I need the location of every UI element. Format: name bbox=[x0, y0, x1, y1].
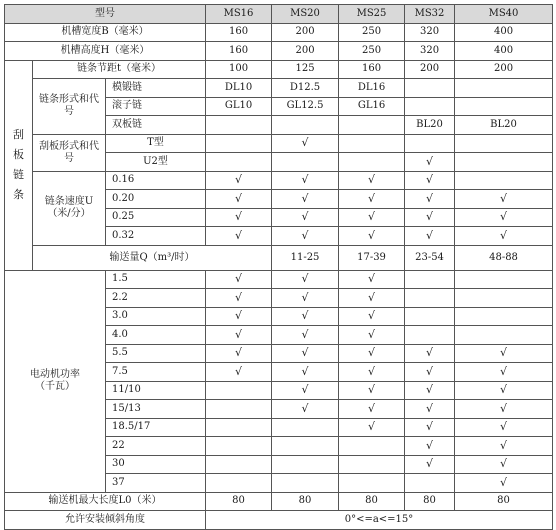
motor-power-value: √ bbox=[272, 344, 339, 363]
motor-power-value: √ bbox=[272, 326, 339, 345]
chain-speed-value: √ bbox=[455, 208, 553, 227]
motor-power-value bbox=[455, 326, 553, 345]
motor-power-value: √ bbox=[405, 418, 455, 437]
chain-speed-value: √ bbox=[272, 171, 339, 190]
scraper-form-value bbox=[455, 153, 553, 172]
chain-form-value: BL20 bbox=[405, 116, 455, 135]
chain-speed-option: 0.16 bbox=[106, 171, 206, 190]
motor-power-value bbox=[405, 326, 455, 345]
motor-power-value: √ bbox=[455, 400, 553, 419]
pitch-value: 125 bbox=[272, 60, 339, 79]
motor-power-option: 2.2 bbox=[106, 289, 206, 308]
scraper-chain-label: 刮 板 链 条 bbox=[5, 60, 33, 270]
scraper-form-value: √ bbox=[272, 134, 339, 153]
chain-speed-value: √ bbox=[339, 227, 405, 246]
motor-power-value: √ bbox=[272, 307, 339, 326]
chain-speed-value: √ bbox=[405, 208, 455, 227]
motor-power-value bbox=[206, 400, 272, 419]
height-row bbox=[5, 42, 553, 61]
chain-form-value bbox=[455, 97, 553, 116]
motor-power-value: √ bbox=[339, 363, 405, 382]
capacity-value: 48-88 bbox=[455, 245, 553, 270]
scraper-form-value bbox=[272, 153, 339, 172]
motor-power-value: √ bbox=[405, 437, 455, 456]
motor-power-value bbox=[455, 289, 553, 308]
chain-form-value bbox=[405, 79, 455, 98]
width-row bbox=[5, 23, 553, 42]
max-length-label: 输送机最大长度L0（米） bbox=[5, 492, 206, 511]
motor-power-value: √ bbox=[339, 344, 405, 363]
capacity-value: 17-39 bbox=[339, 245, 405, 270]
chain-speed-value: √ bbox=[206, 227, 272, 246]
motor-power-value: √ bbox=[455, 455, 553, 474]
chain-type: 双板链 bbox=[106, 116, 206, 135]
motor-power-value bbox=[405, 289, 455, 308]
motor-power-option: 18.5/17 bbox=[106, 418, 206, 437]
chain-speed-value: √ bbox=[455, 190, 553, 209]
motor-power-value bbox=[272, 418, 339, 437]
motor-power-value: √ bbox=[455, 418, 553, 437]
incline-row bbox=[5, 511, 553, 530]
motor-power-value: √ bbox=[339, 289, 405, 308]
chain-form-value bbox=[272, 116, 339, 135]
motor-power-value: √ bbox=[272, 381, 339, 400]
pitch-value: 200 bbox=[405, 60, 455, 79]
header-row bbox=[5, 5, 553, 24]
spec-table bbox=[4, 4, 553, 530]
chain-form-value bbox=[455, 79, 553, 98]
model-header-cell: MS16 bbox=[206, 5, 272, 24]
motor-power-value: √ bbox=[405, 381, 455, 400]
scraper-form-value bbox=[339, 134, 405, 153]
motor-power-option: 30 bbox=[106, 455, 206, 474]
motor-power-value: √ bbox=[206, 363, 272, 382]
scraper-type: U2型 bbox=[106, 153, 206, 172]
pitch-value: 100 bbox=[206, 60, 272, 79]
capacity-label: 输送量Q（m³/时） bbox=[33, 245, 272, 270]
motor-power-value: √ bbox=[339, 381, 405, 400]
chain-form-value: GL10 bbox=[206, 97, 272, 116]
motor-power-value: √ bbox=[272, 270, 339, 289]
chain-speed-row bbox=[5, 171, 553, 190]
motor-power-option: 1.5 bbox=[106, 270, 206, 289]
motor-power-value bbox=[206, 418, 272, 437]
scraper-form-value bbox=[455, 134, 553, 153]
model-header-cell: MS32 bbox=[405, 5, 455, 24]
chain-speed-value: √ bbox=[339, 208, 405, 227]
motor-power-value: √ bbox=[272, 400, 339, 419]
height-label: 机槽高度H（毫米） bbox=[5, 42, 206, 61]
width-value: 320 bbox=[405, 23, 455, 42]
model-header-cell: MS40 bbox=[455, 5, 553, 24]
motor-power-value: √ bbox=[206, 326, 272, 345]
motor-power-value bbox=[405, 270, 455, 289]
motor-power-value bbox=[455, 307, 553, 326]
width-value: 160 bbox=[206, 23, 272, 42]
chain-form-value bbox=[339, 116, 405, 135]
max-length-value: 80 bbox=[272, 492, 339, 511]
pitch-label: 链条节距t（毫米） bbox=[33, 60, 206, 79]
motor-power-value: √ bbox=[206, 344, 272, 363]
motor-power-value bbox=[272, 437, 339, 456]
motor-power-value: √ bbox=[405, 455, 455, 474]
chain-speed-value: √ bbox=[272, 227, 339, 246]
chain-form-value bbox=[206, 116, 272, 135]
chain-speed-value: √ bbox=[455, 227, 553, 246]
motor-power-value bbox=[206, 381, 272, 400]
chain-form-value: D12.5 bbox=[272, 79, 339, 98]
motor-power-option: 3.0 bbox=[106, 307, 206, 326]
chain-form-row bbox=[5, 79, 553, 98]
chain-type: 模锻链 bbox=[106, 79, 206, 98]
chain-form-value bbox=[405, 97, 455, 116]
chain-speed-value bbox=[455, 171, 553, 190]
motor-power-value bbox=[272, 455, 339, 474]
max-length-value: 80 bbox=[339, 492, 405, 511]
motor-power-value: √ bbox=[455, 474, 553, 493]
chain-form-value: DL16 bbox=[339, 79, 405, 98]
model-header-label: 型号 bbox=[5, 5, 206, 24]
chain-speed-label: 链条速度U（米/分） bbox=[33, 171, 106, 245]
max-length-value: 80 bbox=[206, 492, 272, 511]
motor-power-value: √ bbox=[272, 289, 339, 308]
motor-power-value: √ bbox=[455, 437, 553, 456]
scraper-form-value bbox=[339, 153, 405, 172]
height-value: 250 bbox=[339, 42, 405, 61]
motor-power-value bbox=[206, 455, 272, 474]
chain-form-label: 链条形式和代号 bbox=[33, 79, 106, 135]
chain-form-value: BL20 bbox=[455, 116, 553, 135]
motor-power-option: 22 bbox=[106, 437, 206, 456]
pitch-value: 160 bbox=[339, 60, 405, 79]
pitch-row bbox=[5, 60, 553, 79]
height-value: 160 bbox=[206, 42, 272, 61]
motor-power-row bbox=[5, 270, 553, 289]
motor-power-value bbox=[339, 437, 405, 456]
motor-power-value: √ bbox=[272, 363, 339, 382]
width-label: 机槽宽度B（毫米） bbox=[5, 23, 206, 42]
incline-label: 允许安装倾斜角度 bbox=[5, 511, 206, 530]
motor-power-value bbox=[339, 455, 405, 474]
motor-power-label bbox=[5, 270, 106, 492]
chain-speed-value: √ bbox=[272, 208, 339, 227]
incline-value: 0°<=a<=15° bbox=[206, 511, 553, 530]
scraper-type: T型 bbox=[106, 134, 206, 153]
chain-speed-value: √ bbox=[405, 190, 455, 209]
motor-power-option: 4.0 bbox=[106, 326, 206, 345]
chain-speed-option: 0.25 bbox=[106, 208, 206, 227]
capacity-row bbox=[5, 245, 553, 270]
motor-power-option: 15/13 bbox=[106, 400, 206, 419]
chain-type: 滚子链 bbox=[106, 97, 206, 116]
motor-power-value: √ bbox=[339, 270, 405, 289]
motor-power-value: √ bbox=[339, 418, 405, 437]
motor-power-value: √ bbox=[206, 289, 272, 308]
chain-speed-option: 0.20 bbox=[106, 190, 206, 209]
motor-power-option: 7.5 bbox=[106, 363, 206, 382]
motor-power-value: √ bbox=[339, 326, 405, 345]
motor-power-label-line: 电动机功率 bbox=[30, 369, 80, 380]
chain-speed-value: √ bbox=[206, 171, 272, 190]
height-value: 400 bbox=[455, 42, 553, 61]
max-length-row bbox=[5, 492, 553, 511]
motor-power-value: √ bbox=[405, 363, 455, 382]
max-length-value: 80 bbox=[455, 492, 553, 511]
chain-speed-value: √ bbox=[339, 190, 405, 209]
height-value: 200 bbox=[272, 42, 339, 61]
max-length-value: 80 bbox=[405, 492, 455, 511]
model-header-cell: MS25 bbox=[339, 5, 405, 24]
width-value: 200 bbox=[272, 23, 339, 42]
motor-power-value: √ bbox=[339, 307, 405, 326]
scraper-form-row bbox=[5, 134, 553, 153]
motor-power-value: √ bbox=[206, 270, 272, 289]
chain-speed-value: √ bbox=[206, 208, 272, 227]
motor-power-value: √ bbox=[206, 307, 272, 326]
scraper-form-label: 刮板形式和代号 bbox=[33, 134, 106, 171]
motor-power-value bbox=[206, 474, 272, 493]
motor-power-value bbox=[405, 307, 455, 326]
model-header-cell: MS20 bbox=[272, 5, 339, 24]
pitch-value: 200 bbox=[455, 60, 553, 79]
chain-speed-value: √ bbox=[405, 171, 455, 190]
width-value: 250 bbox=[339, 23, 405, 42]
chain-speed-option: 0.32 bbox=[106, 227, 206, 246]
motor-power-value bbox=[405, 474, 455, 493]
chain-speed-value: √ bbox=[272, 190, 339, 209]
motor-power-value: √ bbox=[405, 400, 455, 419]
motor-power-value bbox=[339, 474, 405, 493]
motor-power-value bbox=[272, 474, 339, 493]
chain-speed-value: √ bbox=[206, 190, 272, 209]
width-value: 400 bbox=[455, 23, 553, 42]
motor-power-value: √ bbox=[339, 400, 405, 419]
motor-power-option: 5.5 bbox=[106, 344, 206, 363]
motor-power-option: 11/10 bbox=[106, 381, 206, 400]
chain-form-value: DL10 bbox=[206, 79, 272, 98]
motor-power-value: √ bbox=[455, 344, 553, 363]
motor-power-value: √ bbox=[455, 363, 553, 382]
motor-power-option: 37 bbox=[106, 474, 206, 493]
capacity-value: 23-54 bbox=[405, 245, 455, 270]
motor-power-value: √ bbox=[455, 381, 553, 400]
chain-speed-value: √ bbox=[339, 171, 405, 190]
motor-power-label-unit: （千瓦） bbox=[35, 381, 75, 392]
height-value: 320 bbox=[405, 42, 455, 61]
capacity-value: 11-25 bbox=[272, 245, 339, 270]
chain-form-value: GL16 bbox=[339, 97, 405, 116]
scraper-form-value bbox=[405, 134, 455, 153]
motor-power-value bbox=[206, 437, 272, 456]
scraper-form-value bbox=[206, 153, 272, 172]
chain-form-value: GL12.5 bbox=[272, 97, 339, 116]
scraper-form-value: √ bbox=[405, 153, 455, 172]
chain-speed-value: √ bbox=[405, 227, 455, 246]
scraper-form-value bbox=[206, 134, 272, 153]
motor-power-value: √ bbox=[405, 344, 455, 363]
motor-power-value bbox=[455, 270, 553, 289]
